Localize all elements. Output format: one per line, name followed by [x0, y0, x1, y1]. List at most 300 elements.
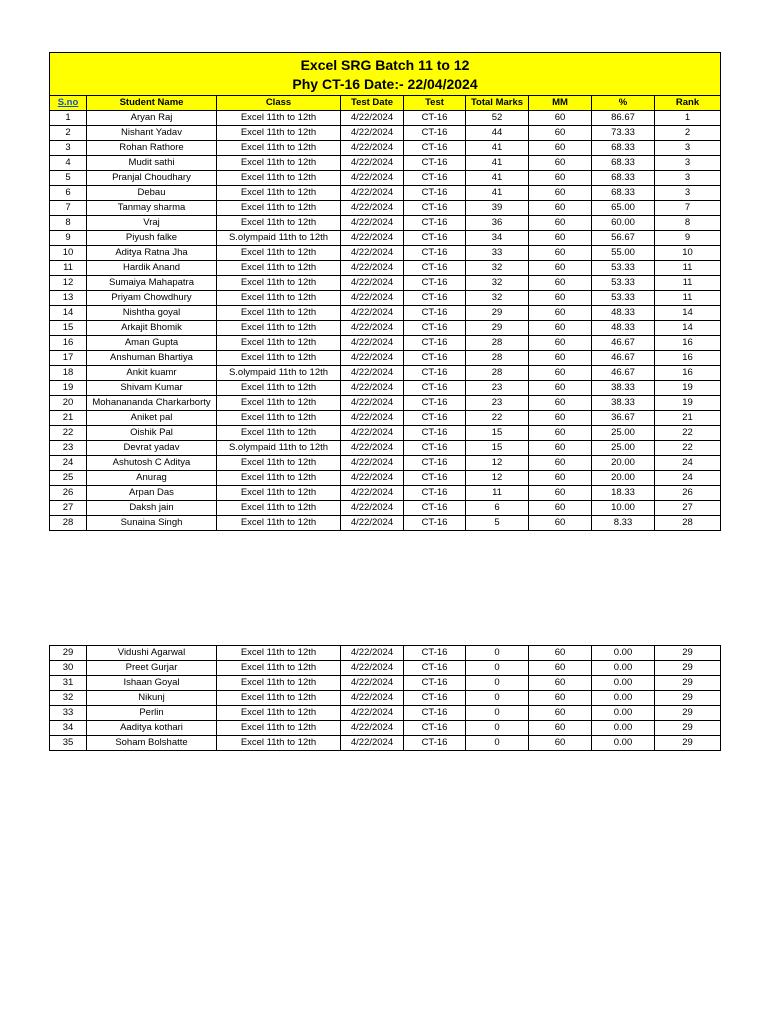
cell-sno: 10 [50, 246, 87, 261]
cell-total-marks: 41 [466, 156, 529, 171]
cell-total-marks: 28 [466, 366, 529, 381]
cell-test-date: 4/22/2024 [341, 186, 404, 201]
cell-percent: 46.67 [592, 366, 655, 381]
cell-test-date: 4/22/2024 [341, 691, 404, 706]
cell-test: CT-16 [404, 306, 466, 321]
cell-rank: 24 [655, 456, 721, 471]
cell-class: Excel 11th to 12th [217, 691, 341, 706]
title-cell [50, 53, 721, 96]
cell-percent: 48.33 [592, 306, 655, 321]
cell-percent: 46.67 [592, 351, 655, 366]
table-row [50, 721, 721, 736]
cell-test-date: 4/22/2024 [341, 111, 404, 126]
cell-percent: 25.00 [592, 441, 655, 456]
cell-mm: 60 [529, 456, 592, 471]
cell-test-date: 4/22/2024 [341, 501, 404, 516]
cell-student-name: Nikunj [87, 691, 217, 706]
cell-mm: 60 [529, 111, 592, 126]
cell-percent: 53.33 [592, 261, 655, 276]
table-row [50, 126, 721, 141]
cell-mm: 60 [529, 736, 592, 751]
cell-student-name: Debau [87, 186, 217, 201]
cell-mm: 60 [529, 426, 592, 441]
table-row [50, 111, 721, 126]
cell-sno: 11 [50, 261, 87, 276]
table-row [50, 336, 721, 351]
cell-student-name: Arkajit Bhomik [87, 321, 217, 336]
cell-test-date: 4/22/2024 [341, 231, 404, 246]
cell-total-marks: 52 [466, 111, 529, 126]
header-student-name: Student Name [87, 96, 217, 111]
table-row [50, 456, 721, 471]
cell-class: Excel 11th to 12th [217, 276, 341, 291]
cell-mm: 60 [529, 516, 592, 531]
cell-test: CT-16 [404, 661, 466, 676]
cell-student-name: Piyush falke [87, 231, 217, 246]
cell-test: CT-16 [404, 186, 466, 201]
cell-rank: 22 [655, 441, 721, 456]
cell-sno: 34 [50, 721, 87, 736]
cell-percent: 56.67 [592, 231, 655, 246]
cell-student-name: Aniket pal [87, 411, 217, 426]
cell-mm: 60 [529, 661, 592, 676]
header-mm: MM [529, 96, 592, 111]
cell-class: Excel 11th to 12th [217, 426, 341, 441]
cell-total-marks: 23 [466, 381, 529, 396]
cell-percent: 46.67 [592, 336, 655, 351]
results-table [49, 52, 721, 531]
cell-test-date: 4/22/2024 [341, 126, 404, 141]
cell-mm: 60 [529, 471, 592, 486]
cell-mm: 60 [529, 126, 592, 141]
cell-test-date: 4/22/2024 [341, 396, 404, 411]
cell-percent: 0.00 [592, 661, 655, 676]
cell-student-name: Perlin [87, 706, 217, 721]
cell-student-name: Ashutosh C Aditya [87, 456, 217, 471]
cell-total-marks: 41 [466, 141, 529, 156]
cell-test-date: 4/22/2024 [341, 706, 404, 721]
cell-class: Excel 11th to 12th [217, 156, 341, 171]
cell-test: CT-16 [404, 426, 466, 441]
cell-percent: 68.33 [592, 186, 655, 201]
cell-rank: 14 [655, 321, 721, 336]
cell-test-date: 4/22/2024 [341, 516, 404, 531]
results-table-continued [49, 645, 721, 751]
cell-percent: 86.67 [592, 111, 655, 126]
cell-rank: 1 [655, 111, 721, 126]
cell-rank: 16 [655, 351, 721, 366]
cell-test: CT-16 [404, 246, 466, 261]
cell-sno: 16 [50, 336, 87, 351]
cell-total-marks: 29 [466, 306, 529, 321]
cell-rank: 19 [655, 396, 721, 411]
cell-mm: 60 [529, 216, 592, 231]
cell-test-date: 4/22/2024 [341, 276, 404, 291]
cell-test-date: 4/22/2024 [341, 721, 404, 736]
cell-mm: 60 [529, 691, 592, 706]
cell-test: CT-16 [404, 216, 466, 231]
cell-total-marks: 15 [466, 441, 529, 456]
header-percent: % [592, 96, 655, 111]
cell-test-date: 4/22/2024 [341, 201, 404, 216]
cell-class: S.olympaid 11th to 12th [217, 366, 341, 381]
cell-test: CT-16 [404, 291, 466, 306]
cell-mm: 60 [529, 141, 592, 156]
cell-class: Excel 11th to 12th [217, 141, 341, 156]
cell-rank: 29 [655, 721, 721, 736]
cell-class: Excel 11th to 12th [217, 201, 341, 216]
cell-total-marks: 29 [466, 321, 529, 336]
cell-rank: 3 [655, 186, 721, 201]
cell-sno: 13 [50, 291, 87, 306]
cell-class: Excel 11th to 12th [217, 381, 341, 396]
table-row [50, 381, 721, 396]
cell-test-date: 4/22/2024 [341, 426, 404, 441]
header-test: Test [404, 96, 466, 111]
cell-rank: 9 [655, 231, 721, 246]
cell-test: CT-16 [404, 171, 466, 186]
cell-test: CT-16 [404, 321, 466, 336]
cell-test-date: 4/22/2024 [341, 676, 404, 691]
cell-test-date: 4/22/2024 [341, 486, 404, 501]
table-row [50, 156, 721, 171]
cell-rank: 19 [655, 381, 721, 396]
cell-test: CT-16 [404, 141, 466, 156]
cell-total-marks: 0 [466, 661, 529, 676]
cell-percent: 0.00 [592, 676, 655, 691]
cell-rank: 29 [655, 661, 721, 676]
cell-percent: 68.33 [592, 141, 655, 156]
cell-student-name: Pranjal Choudhary [87, 171, 217, 186]
cell-percent: 48.33 [592, 321, 655, 336]
table-row [50, 186, 721, 201]
cell-total-marks: 0 [466, 691, 529, 706]
cell-rank: 16 [655, 336, 721, 351]
cell-test: CT-16 [404, 231, 466, 246]
top-table-body [50, 111, 721, 531]
cell-rank: 22 [655, 426, 721, 441]
cell-rank: 7 [655, 201, 721, 216]
cell-rank: 26 [655, 486, 721, 501]
cell-rank: 10 [655, 246, 721, 261]
cell-student-name: Sunaina Singh [87, 516, 217, 531]
cell-mm: 60 [529, 246, 592, 261]
cell-test-date: 4/22/2024 [341, 306, 404, 321]
sno-link[interactable]: S.no [57, 97, 79, 108]
cell-rank: 8 [655, 216, 721, 231]
cell-class: Excel 11th to 12th [217, 171, 341, 186]
cell-rank: 3 [655, 141, 721, 156]
cell-test: CT-16 [404, 501, 466, 516]
cell-total-marks: 12 [466, 471, 529, 486]
header-sno[interactable] [50, 96, 87, 111]
cell-rank: 28 [655, 516, 721, 531]
cell-test: CT-16 [404, 471, 466, 486]
cell-mm: 60 [529, 411, 592, 426]
cell-test: CT-16 [404, 276, 466, 291]
cell-percent: 65.00 [592, 201, 655, 216]
cell-mm: 60 [529, 186, 592, 201]
sheet-title: Excel SRG Batch 11 to 12 [300, 57, 470, 73]
table-row [50, 321, 721, 336]
cell-percent: 53.33 [592, 291, 655, 306]
table-row [50, 486, 721, 501]
cell-student-name: Preet Gurjar [87, 661, 217, 676]
cell-sno: 19 [50, 381, 87, 396]
cell-student-name: Mohanananda Charkarborty [87, 396, 217, 411]
cell-rank: 29 [655, 646, 721, 661]
table-row [50, 366, 721, 381]
cell-sno: 3 [50, 141, 87, 156]
cell-mm: 60 [529, 321, 592, 336]
cell-test-date: 4/22/2024 [341, 156, 404, 171]
cell-sno: 8 [50, 216, 87, 231]
cell-total-marks: 0 [466, 706, 529, 721]
cell-test: CT-16 [404, 676, 466, 691]
cell-test: CT-16 [404, 126, 466, 141]
cell-class: Excel 11th to 12th [217, 411, 341, 426]
cell-mm: 60 [529, 441, 592, 456]
cell-mm: 60 [529, 646, 592, 661]
cell-test-date: 4/22/2024 [341, 336, 404, 351]
cell-total-marks: 32 [466, 261, 529, 276]
cell-class: Excel 11th to 12th [217, 676, 341, 691]
table-row [50, 396, 721, 411]
cell-student-name: Aryan Raj [87, 111, 217, 126]
cell-sno: 18 [50, 366, 87, 381]
table-row [50, 246, 721, 261]
cell-mm: 60 [529, 276, 592, 291]
table-row [50, 216, 721, 231]
table-row [50, 171, 721, 186]
table-row [50, 471, 721, 486]
cell-student-name: Tanmay sharma [87, 201, 217, 216]
cell-test: CT-16 [404, 646, 466, 661]
cell-sno: 2 [50, 126, 87, 141]
cell-test: CT-16 [404, 111, 466, 126]
cell-student-name: Arpan Das [87, 486, 217, 501]
cell-total-marks: 28 [466, 336, 529, 351]
cell-sno: 25 [50, 471, 87, 486]
cell-test: CT-16 [404, 336, 466, 351]
cell-mm: 60 [529, 381, 592, 396]
table-row [50, 691, 721, 706]
cell-rank: 21 [655, 411, 721, 426]
cell-rank: 11 [655, 291, 721, 306]
cell-test: CT-16 [404, 366, 466, 381]
cell-rank: 11 [655, 276, 721, 291]
cell-percent: 36.67 [592, 411, 655, 426]
cell-class: Excel 11th to 12th [217, 306, 341, 321]
cell-percent: 20.00 [592, 456, 655, 471]
cell-percent: 18.33 [592, 486, 655, 501]
cell-student-name: Anshuman Bhartiya [87, 351, 217, 366]
cell-class: Excel 11th to 12th [217, 291, 341, 306]
cell-mm: 60 [529, 486, 592, 501]
cell-class: Excel 11th to 12th [217, 321, 341, 336]
cell-test: CT-16 [404, 351, 466, 366]
cell-percent: 38.33 [592, 396, 655, 411]
cell-sno: 1 [50, 111, 87, 126]
cell-total-marks: 41 [466, 186, 529, 201]
cell-test: CT-16 [404, 261, 466, 276]
cell-student-name: Soham Bolshatte [87, 736, 217, 751]
cell-student-name: Devrat yadav [87, 441, 217, 456]
header-test-date: Test Date [341, 96, 404, 111]
cell-sno: 12 [50, 276, 87, 291]
cell-total-marks: 32 [466, 276, 529, 291]
cell-rank: 3 [655, 156, 721, 171]
cell-student-name: Mudit sathi [87, 156, 217, 171]
cell-total-marks: 12 [466, 456, 529, 471]
cell-total-marks: 39 [466, 201, 529, 216]
cell-percent: 0.00 [592, 721, 655, 736]
cell-sno: 6 [50, 186, 87, 201]
table-row [50, 501, 721, 516]
cell-test: CT-16 [404, 396, 466, 411]
cell-student-name: Hardik Anand [87, 261, 217, 276]
cell-mm: 60 [529, 261, 592, 276]
cell-test: CT-16 [404, 736, 466, 751]
cell-class: Excel 11th to 12th [217, 646, 341, 661]
cell-mm: 60 [529, 201, 592, 216]
cell-total-marks: 0 [466, 646, 529, 661]
cell-total-marks: 22 [466, 411, 529, 426]
cell-total-marks: 0 [466, 721, 529, 736]
cell-test: CT-16 [404, 201, 466, 216]
cell-total-marks: 23 [466, 396, 529, 411]
cell-mm: 60 [529, 366, 592, 381]
cell-sno: 4 [50, 156, 87, 171]
cell-test-date: 4/22/2024 [341, 291, 404, 306]
header-total-marks: Total Marks [466, 96, 529, 111]
table-row [50, 351, 721, 366]
cell-test-date: 4/22/2024 [341, 661, 404, 676]
table-row [50, 646, 721, 661]
cell-mm: 60 [529, 501, 592, 516]
cell-sno: 29 [50, 646, 87, 661]
cell-student-name: Nishtha goyal [87, 306, 217, 321]
cell-student-name: Vraj [87, 216, 217, 231]
cell-student-name: Nishant Yadav [87, 126, 217, 141]
cell-test: CT-16 [404, 441, 466, 456]
cell-class: Excel 11th to 12th [217, 351, 341, 366]
cell-sno: 30 [50, 661, 87, 676]
cell-sno: 35 [50, 736, 87, 751]
cell-test: CT-16 [404, 706, 466, 721]
cell-sno: 21 [50, 411, 87, 426]
cell-total-marks: 0 [466, 676, 529, 691]
cell-class: Excel 11th to 12th [217, 516, 341, 531]
cell-sno: 24 [50, 456, 87, 471]
cell-class: S.olympaid 11th to 12th [217, 231, 341, 246]
cell-test: CT-16 [404, 691, 466, 706]
cell-percent: 0.00 [592, 706, 655, 721]
cell-percent: 38.33 [592, 381, 655, 396]
cell-total-marks: 15 [466, 426, 529, 441]
table-row [50, 736, 721, 751]
cell-total-marks: 6 [466, 501, 529, 516]
cell-rank: 11 [655, 261, 721, 276]
cell-mm: 60 [529, 291, 592, 306]
cell-percent: 20.00 [592, 471, 655, 486]
cell-test-date: 4/22/2024 [341, 141, 404, 156]
cell-student-name: Priyam Chowdhury [87, 291, 217, 306]
cell-sno: 28 [50, 516, 87, 531]
cell-rank: 29 [655, 676, 721, 691]
cell-rank: 3 [655, 171, 721, 186]
cell-sno: 15 [50, 321, 87, 336]
cell-test: CT-16 [404, 721, 466, 736]
cell-test-date: 4/22/2024 [341, 171, 404, 186]
cell-mm: 60 [529, 396, 592, 411]
cell-class: S.olympaid 11th to 12th [217, 441, 341, 456]
cell-total-marks: 5 [466, 516, 529, 531]
cell-class: Excel 11th to 12th [217, 336, 341, 351]
cell-class: Excel 11th to 12th [217, 486, 341, 501]
cell-rank: 14 [655, 306, 721, 321]
cell-student-name: Vidushi Agarwal [87, 646, 217, 661]
cell-student-name: Aditya Ratna Jha [87, 246, 217, 261]
cell-mm: 60 [529, 706, 592, 721]
cell-percent: 25.00 [592, 426, 655, 441]
cell-percent: 73.33 [592, 126, 655, 141]
header-class: Class [217, 96, 341, 111]
table-row [50, 706, 721, 721]
cell-student-name: Rohan Rathore [87, 141, 217, 156]
table-row [50, 141, 721, 156]
cell-test: CT-16 [404, 411, 466, 426]
cell-test-date: 4/22/2024 [341, 366, 404, 381]
cell-class: Excel 11th to 12th [217, 661, 341, 676]
cell-total-marks: 41 [466, 171, 529, 186]
cell-class: Excel 11th to 12th [217, 471, 341, 486]
cell-test: CT-16 [404, 456, 466, 471]
cell-test-date: 4/22/2024 [341, 381, 404, 396]
table-row [50, 306, 721, 321]
cell-student-name: Aaditya kothari [87, 721, 217, 736]
cell-student-name: Anurag [87, 471, 217, 486]
cell-class: Excel 11th to 12th [217, 246, 341, 261]
cell-mm: 60 [529, 171, 592, 186]
cell-sno: 5 [50, 171, 87, 186]
cell-class: Excel 11th to 12th [217, 706, 341, 721]
cell-rank: 29 [655, 706, 721, 721]
cell-student-name: Sumaiya Mahapatra [87, 276, 217, 291]
cell-test-date: 4/22/2024 [341, 261, 404, 276]
cell-total-marks: 44 [466, 126, 529, 141]
cell-sno: 26 [50, 486, 87, 501]
cell-rank: 29 [655, 736, 721, 751]
cell-class: Excel 11th to 12th [217, 126, 341, 141]
cell-percent: 68.33 [592, 171, 655, 186]
cell-class: Excel 11th to 12th [217, 216, 341, 231]
cell-test: CT-16 [404, 156, 466, 171]
cell-class: Excel 11th to 12th [217, 456, 341, 471]
cell-test-date: 4/22/2024 [341, 246, 404, 261]
cell-class: Excel 11th to 12th [217, 721, 341, 736]
cell-student-name: Daksh jain [87, 501, 217, 516]
cell-percent: 0.00 [592, 736, 655, 751]
cell-mm: 60 [529, 336, 592, 351]
cell-test-date: 4/22/2024 [341, 456, 404, 471]
cell-rank: 16 [655, 366, 721, 381]
cell-sno: 32 [50, 691, 87, 706]
cell-percent: 0.00 [592, 646, 655, 661]
cell-sno: 20 [50, 396, 87, 411]
cell-mm: 60 [529, 306, 592, 321]
cell-mm: 60 [529, 231, 592, 246]
